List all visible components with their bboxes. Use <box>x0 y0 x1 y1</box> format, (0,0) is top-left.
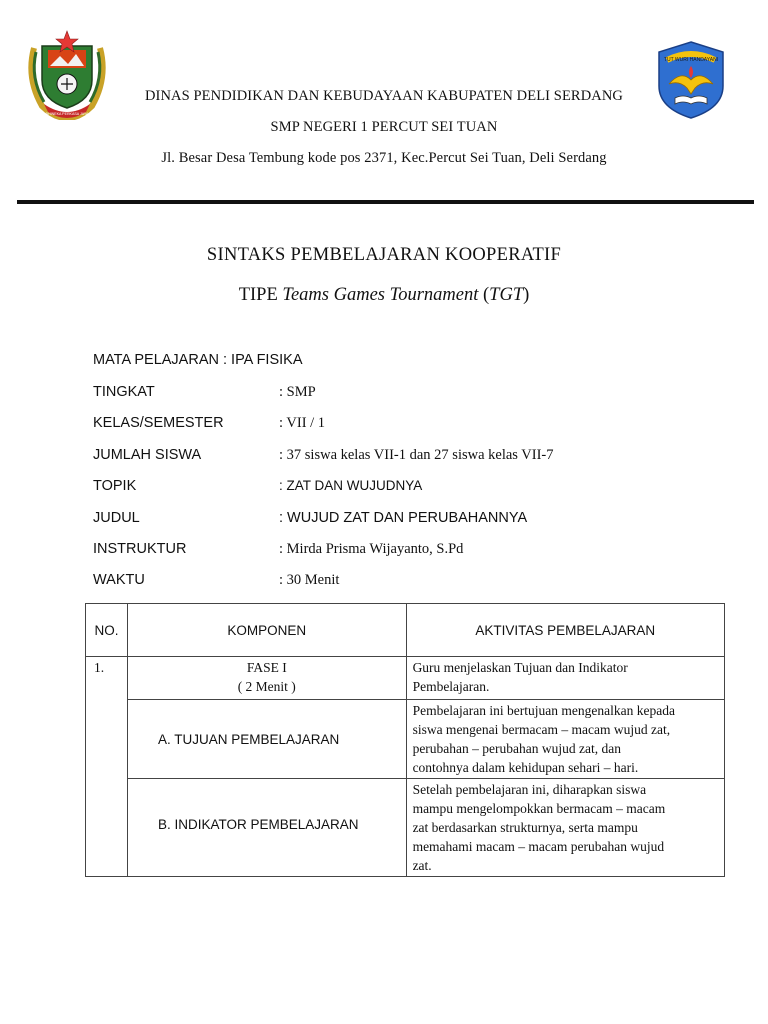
indikator-label: B. INDIKATOR PEMBELAJARAN <box>127 779 406 877</box>
subtitle-paren-close: ) <box>523 285 530 305</box>
subtitle-paren-open: ( <box>483 285 490 305</box>
fase-activity-cell <box>406 657 724 700</box>
deli-serdang-logo <box>24 28 110 120</box>
document-subtitle <box>0 285 768 306</box>
fase-cell <box>127 657 406 700</box>
table-row <box>86 657 725 700</box>
table-row <box>86 779 725 877</box>
header-no: NO. <box>86 604 128 657</box>
header-school: SMP NEGERI 1 PERCUT SEI TUAN <box>270 119 498 135</box>
document-title: SINTAKS PEMBELAJARAN KOOPERATIF <box>206 245 562 265</box>
tujuan-line: siswa mengenai bermacam – macam wujud zat, <box>412 722 671 737</box>
tujuan-label: A. TUJUAN PEMBELAJARAN <box>127 700 406 779</box>
fase-duration: ( 2 Menit ) <box>237 679 296 694</box>
subtitle-type-word: TIPE <box>238 285 278 305</box>
row-number: 1. <box>86 657 128 877</box>
table-row <box>86 700 725 779</box>
right-logo-text: TUT WURI HANDAYANI <box>663 57 719 63</box>
info-value-waktu: : 30 Menit <box>279 572 340 588</box>
tujuan-line: perubahan – perubahan wujud zat, dan <box>412 741 621 756</box>
fase-label: FASE I <box>246 660 287 675</box>
info-value-jumlah: : 37 siswa kelas VII-1 dan 27 siswa kelas VII-7 <box>279 447 554 463</box>
indikator-line: zat berdasarkan strukturnya, serta mampu <box>412 820 638 835</box>
fase-activity-line: Pembelajaran. <box>412 679 490 694</box>
syntax-table <box>85 603 725 877</box>
fase-activity-line: Guru menjelaskan Tujuan dan Indikator <box>412 660 628 675</box>
tujuan-text-cell <box>406 700 724 779</box>
info-value-judul: : WUJUD ZAT DAN PERUBAHANNYA <box>279 510 528 526</box>
indikator-text-cell <box>406 779 724 877</box>
header-divider <box>17 200 754 204</box>
info-value-kelas: : VII / 1 <box>279 415 326 431</box>
tujuan-line: Pembelajaran ini bertujuan mengenalkan kepada <box>412 703 675 718</box>
left-logo-motto: BHINEKA PERKASA JAYA <box>45 112 89 116</box>
info-value-instruktur: : Mirda Prisma Wijayanto, S.Pd <box>279 541 464 557</box>
info-label-instruktur: INSTRUKTUR <box>93 541 187 557</box>
header-komponen: KOMPONEN <box>127 604 406 657</box>
indikator-line: mampu mengelompokkan bermacam – macam <box>412 801 666 816</box>
info-label-tingkat: TINGKAT <box>93 384 155 400</box>
info-value-tingkat: : SMP <box>279 384 316 400</box>
info-label-waktu: WAKTU <box>93 572 145 588</box>
info-label-kelas: KELAS/SEMESTER <box>93 415 224 431</box>
header-aktivitas: AKTIVITAS PEMBELAJARAN <box>406 604 724 657</box>
header-address: Jl. Besar Desa Tembung kode pos 2371, Kec.Percut Sei Tuan, Deli Serdang <box>161 150 607 166</box>
indikator-line: memahami macam – macam perubahan wujud <box>412 839 665 854</box>
info-label-topik: TOPIK <box>93 478 137 494</box>
subtitle-model-name: Teams Games Tournament <box>282 285 479 305</box>
info-subject: MATA PELAJARAN : IPA FISIKA <box>93 352 303 368</box>
table-header-row <box>86 604 725 657</box>
tujuan-line: contohnya dalam kehidupan sehari – hari. <box>412 760 639 775</box>
indikator-line: Setelah pembelajaran ini, diharapkan siswa <box>412 782 647 797</box>
info-value-topik: : ZAT DAN WUJUDNYA <box>279 478 423 493</box>
tut-wuri-handayani-logo <box>655 40 727 120</box>
info-label-jumlah: JUMLAH SISWA <box>93 447 202 463</box>
indikator-line: zat. <box>412 858 432 873</box>
info-label-judul: JUDUL <box>93 510 140 526</box>
header-agency: DINAS PENDIDIKAN DAN KEBUDAYAAN KABUPATEN DELI SERDANG <box>144 88 623 104</box>
subtitle-abbr: TGT <box>489 285 524 305</box>
